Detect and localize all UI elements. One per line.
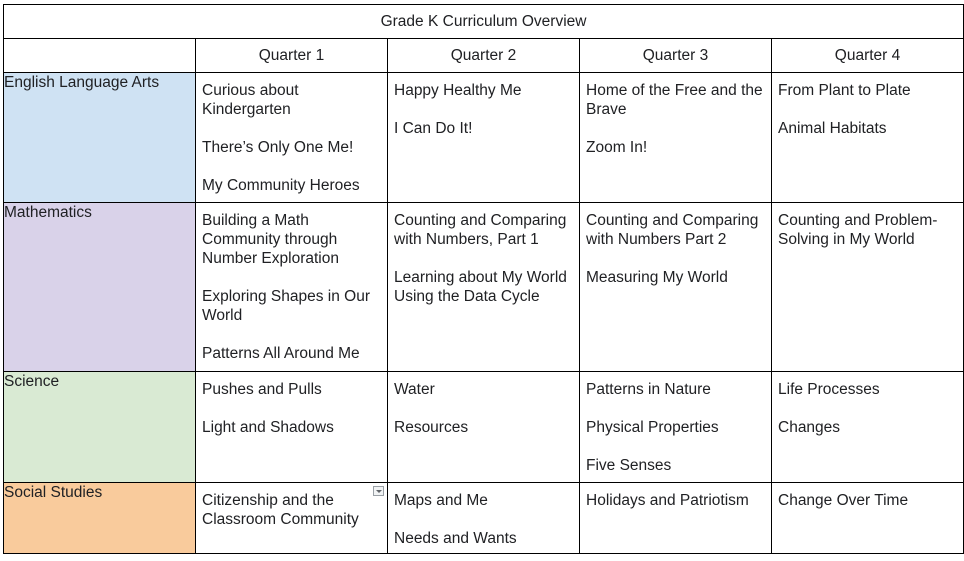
unit-label: Life Processes xyxy=(778,381,880,398)
subject-cell-math[interactable] xyxy=(4,203,196,372)
quarter-header-1[interactable]: Quarter 1 xyxy=(196,39,388,73)
unit-label: I Can Do It! xyxy=(394,120,473,137)
unit-label: Counting and Problem-Solving in My World xyxy=(778,212,938,248)
unit-label: Exploring Shapes in Our World xyxy=(202,288,371,324)
unit-label: Water xyxy=(394,381,435,398)
curriculum-cell[interactable] xyxy=(196,203,388,372)
curriculum-cell[interactable] xyxy=(580,73,772,203)
subject-label: Social Studies xyxy=(4,484,103,501)
curriculum-cell[interactable] xyxy=(772,73,964,203)
unit-label: Animal Habitats xyxy=(778,120,887,137)
quarter-header-3[interactable]: Quarter 3 xyxy=(580,39,772,73)
unit-label: Change Over Time xyxy=(778,492,909,509)
unit-label: There’s Only One Me! xyxy=(202,139,354,156)
table-title: Grade K Curriculum Overview xyxy=(380,13,587,30)
subject-cell-ela[interactable] xyxy=(4,73,196,203)
curriculum-cell[interactable] xyxy=(580,483,772,554)
unit-label: Counting and Comparing with Numbers Part 2 xyxy=(586,212,759,248)
curriculum-cell[interactable] xyxy=(196,372,388,483)
unit-label: Home of the Free and the Brave xyxy=(586,82,763,118)
curriculum-cell[interactable] xyxy=(772,483,964,554)
curriculum-cell[interactable] xyxy=(772,203,964,372)
unit-label: Needs and Wants xyxy=(394,530,517,547)
curriculum-cell[interactable] xyxy=(388,203,580,372)
unit-label: Building a Math Community through Number Exploration xyxy=(202,212,339,267)
unit-label: Light and Shadows xyxy=(202,419,334,436)
curriculum-table xyxy=(3,4,964,554)
subject-label: English Language Arts xyxy=(4,74,160,91)
curriculum-cell[interactable] xyxy=(580,203,772,372)
unit-label: Zoom In! xyxy=(586,139,648,156)
subject-label: Science xyxy=(4,373,60,390)
curriculum-cell[interactable] xyxy=(388,73,580,203)
unit-label: Holidays and Patriotism xyxy=(586,492,749,509)
unit-label: Physical Properties xyxy=(586,419,719,436)
unit-label: Pushes and Pulls xyxy=(202,381,322,398)
curriculum-cell[interactable] xyxy=(196,483,388,554)
unit-label: Curious about Kindergarten xyxy=(202,82,299,118)
curriculum-cell[interactable] xyxy=(580,372,772,483)
unit-label: My Community Heroes xyxy=(202,177,360,194)
subject-cell-social-studies[interactable] xyxy=(4,483,196,554)
quarter-header-2[interactable]: Quarter 2 xyxy=(388,39,580,73)
curriculum-cell[interactable] xyxy=(388,483,580,554)
unit-label: Patterns in Nature xyxy=(586,381,711,398)
unit-label: Citizenship and the Classroom Community xyxy=(202,492,359,528)
unit-label: Happy Healthy Me xyxy=(394,82,522,99)
curriculum-cell[interactable] xyxy=(388,372,580,483)
unit-label: From Plant to Plate xyxy=(778,82,911,99)
curriculum-cell[interactable] xyxy=(772,372,964,483)
unit-label: Changes xyxy=(778,419,841,436)
unit-label: Resources xyxy=(394,419,469,436)
unit-label: Measuring My World xyxy=(586,269,728,286)
table-title-cell[interactable] xyxy=(4,5,964,39)
header-corner-cell[interactable] xyxy=(4,39,196,73)
curriculum-cell[interactable] xyxy=(196,73,388,203)
subject-cell-science[interactable] xyxy=(4,372,196,483)
subject-label: Mathematics xyxy=(4,204,92,221)
unit-label: Learning about My World Using the Data Cycle xyxy=(394,269,567,305)
quarter-header-4[interactable]: Quarter 4 xyxy=(772,39,964,73)
unit-label: Patterns All Around Me xyxy=(202,345,360,362)
unit-label: Maps and Me xyxy=(394,492,488,509)
chevron-down-icon[interactable] xyxy=(373,486,384,496)
unit-label: Five Senses xyxy=(586,457,672,474)
unit-label: Counting and Comparing with Numbers, Part 1 xyxy=(394,212,567,248)
